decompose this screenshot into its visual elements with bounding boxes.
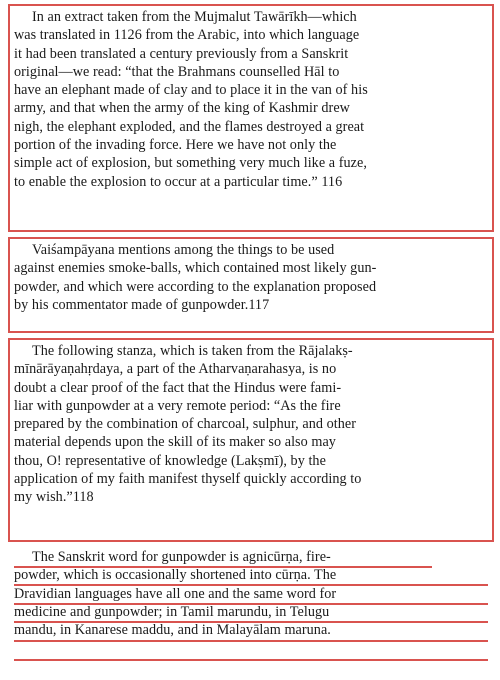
text-line: was translated in 1126 from the Arabic, into which language xyxy=(14,27,360,44)
text-line: to enable the explosion to occur at a particular time.” 116 xyxy=(14,173,343,190)
text-line: portion of the invading force. Here we have not only the xyxy=(14,137,337,154)
text-line: original—we read: “that the Brahmans counselled Hāl to xyxy=(14,63,340,80)
text-line: prepared by the combination of charcoal, sulphur, and other xyxy=(14,416,356,433)
paragraph-vaisampayana xyxy=(14,241,488,314)
text-line: by his commentator made of gunpowder.117 xyxy=(14,296,270,313)
text-line: powder, and which were according to the explanation proposed xyxy=(14,278,377,295)
text-line: In an extract taken from the Mujmalut Tawārīkh—which xyxy=(32,9,357,25)
text-line: doubt a clear proof of the fact that the Hindus were fami- xyxy=(14,379,342,396)
paragraph-stanza xyxy=(14,342,488,507)
text-line: Vaiśampāyana mentions among the things to be used xyxy=(32,242,335,258)
text-line: nigh, the elephant exploded, and the flames destroyed a great xyxy=(14,118,365,135)
text-line: simple act of explosion, but something very much like a fuze, xyxy=(14,155,367,172)
text-line: The following stanza, which is taken from the Rājalakṣ- xyxy=(32,343,353,359)
annotation-underline xyxy=(14,640,488,642)
paragraph-sanskrit-word xyxy=(14,548,488,639)
text-line: medicine and gunpowder; in Tamil marundu, in Telugu xyxy=(14,603,330,620)
text-line: application of my faith manifest thyself quickly according to xyxy=(14,471,362,488)
text-line: The Sanskrit word for gunpowder is agnicūrṇa, fire- xyxy=(32,549,331,565)
text-line: powder, which is occasionally shortened into cūrṇa. The xyxy=(14,567,337,584)
text-line: Dravidian languages have all one and the same word for xyxy=(14,585,337,602)
text-line: against enemies smoke-balls, which contained most likely gun- xyxy=(14,260,377,277)
text-line: mandu, in Kanarese maddu, and in Malayālam maruna. xyxy=(14,622,331,639)
text-line: liar with gunpowder at a very remote period: “As the fire xyxy=(14,397,341,414)
text-line: have an elephant made of clay and to place it in the van of his xyxy=(14,82,368,99)
paragraph-mujmalut xyxy=(14,8,488,191)
annotation-underline xyxy=(14,659,488,661)
text-line: my wish.”118 xyxy=(14,489,94,506)
text-line: army, and that when the army of the king of Kashmir drew xyxy=(14,100,350,117)
text-line: material depends upon the skill of its maker so also may xyxy=(14,434,336,451)
text-line: thou, O! representative of knowledge (Lakṣmī), by the xyxy=(14,452,326,469)
text-line: it had been translated a century previously from a Sanskrit xyxy=(14,45,349,62)
text-line: mīnārāyaṇahṛdaya, a part of the Atharvaṇarahasya, is no xyxy=(14,361,337,378)
